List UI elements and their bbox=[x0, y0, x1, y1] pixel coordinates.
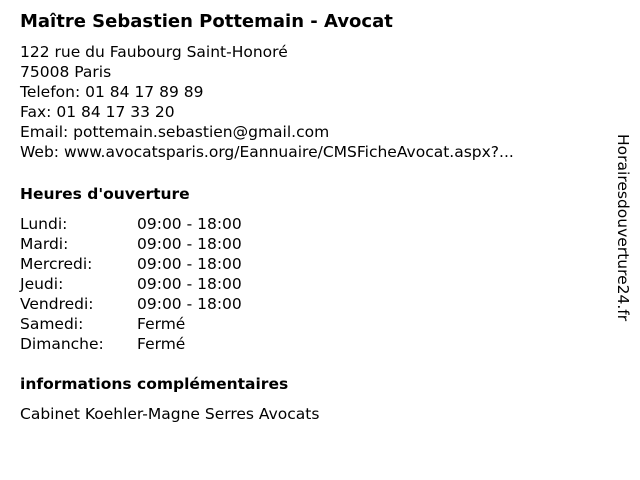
day-label: Mercredi: bbox=[20, 255, 93, 273]
business-card bbox=[20, 10, 610, 423]
opening-hours-list bbox=[20, 214, 242, 354]
city-address: 75008 Paris bbox=[20, 63, 112, 81]
hours-row-samedi bbox=[20, 314, 242, 334]
hours-row-jeudi bbox=[20, 274, 242, 294]
day-hours: 09:00 - 18:00 bbox=[137, 235, 242, 253]
email-label: Email: bbox=[20, 123, 69, 141]
fax-label: Fax: bbox=[20, 103, 52, 121]
day-label: Samedi: bbox=[20, 315, 84, 333]
hours-row-vendredi bbox=[20, 294, 242, 314]
day-hours: Fermé bbox=[137, 335, 186, 353]
additional-info-heading: informations complémentaires bbox=[20, 375, 289, 393]
additional-info-text: Cabinet Koehler-Magne Serres Avocats bbox=[20, 405, 320, 423]
day-label: Dimanche: bbox=[20, 335, 104, 353]
day-hours: Fermé bbox=[137, 315, 186, 333]
day-label: Lundi: bbox=[20, 215, 68, 233]
hours-row-lundi bbox=[20, 214, 242, 234]
opening-hours-heading: Heures d'ouverture bbox=[20, 185, 190, 203]
hours-row-mardi bbox=[20, 234, 242, 254]
web-line bbox=[20, 142, 610, 162]
page-title: Maître Sebastien Pottemain - Avocat bbox=[20, 11, 393, 32]
email-link[interactable]: pottemain.sebastien@gmail.com bbox=[73, 123, 330, 141]
address-block bbox=[20, 42, 610, 162]
street-address: 122 rue du Faubourg Saint-Honoré bbox=[20, 43, 288, 61]
hours-row-dimanche bbox=[20, 334, 242, 354]
day-label: Vendredi: bbox=[20, 295, 94, 313]
day-hours: 09:00 - 18:00 bbox=[137, 215, 242, 233]
phone-number[interactable]: 01 84 17 89 89 bbox=[85, 83, 204, 101]
hours-row-mercredi bbox=[20, 254, 242, 274]
site-watermark: Horairesdouverture24.fr bbox=[614, 134, 632, 322]
day-label: Mardi: bbox=[20, 235, 69, 253]
phone-line bbox=[20, 82, 610, 102]
day-label: Jeudi: bbox=[20, 275, 64, 293]
fax-line bbox=[20, 102, 610, 122]
day-hours: 09:00 - 18:00 bbox=[137, 295, 242, 313]
day-hours: 09:00 - 18:00 bbox=[137, 275, 242, 293]
web-label: Web: bbox=[20, 143, 60, 161]
phone-label: Telefon: bbox=[20, 83, 81, 101]
email-line bbox=[20, 122, 610, 142]
website-link[interactable]: www.avocatsparis.org/Eannuaire/CMSFicheAvocat.aspx?... bbox=[63, 143, 514, 161]
day-hours: 09:00 - 18:00 bbox=[137, 255, 242, 273]
fax-number: 01 84 17 33 20 bbox=[56, 103, 175, 121]
